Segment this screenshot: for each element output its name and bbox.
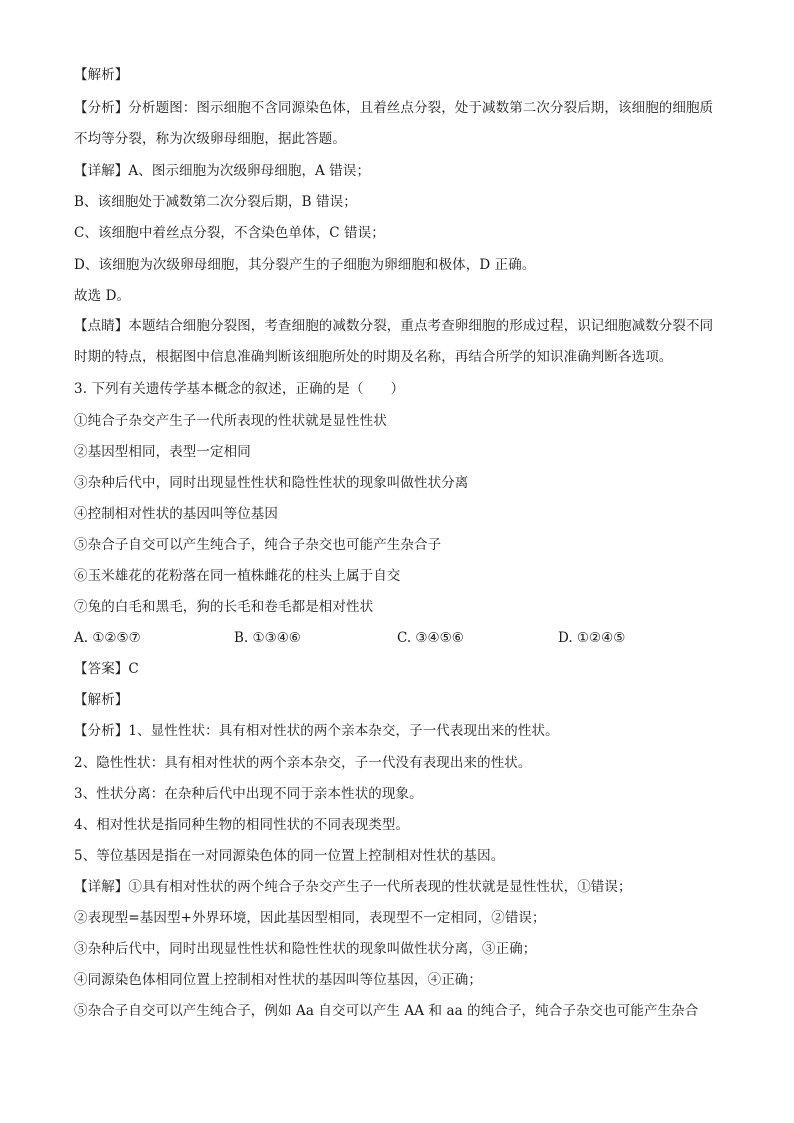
- key-point-paragraph: 【点睛】本题结合细胞分裂图，考查细胞的减数分裂，重点考查卵细胞的形成过程，识记细胞减数分裂不同时期的特点，根据图中信息准确判断该细胞所处的时期及名称，再结合所学的知识准确判断各选项。: [74, 318, 714, 365]
- analysis-point-5: 5、等位基因是指在一对同源染色体的同一位置上控制相对性状的基因。: [74, 848, 505, 864]
- analysis-paragraph: 【分析】分析题图：图示细胞不含同源染色体，且着丝点分裂，处于减数第二次分裂后期，该细胞的细胞质不均等分裂，称为次级卵母细胞，据此答题。: [74, 100, 714, 147]
- statement-1: ①纯合子杂交产生子一代所表现的性状就是显性性状: [74, 413, 387, 429]
- analysis-point-1: 【分析】1、显性性状：具有相对性状的两个亲本杂交，子一代表现出来的性状。: [74, 723, 559, 739]
- detail-line-c: C、该细胞中着丝点分裂，不含染色单体，C 错误；: [74, 225, 385, 241]
- statement-7: ⑦兔的白毛和黑毛，狗的长毛和卷毛都是相对性状: [74, 599, 374, 615]
- detail-statement-2: ②表现型=基因型+外界环境，因此基因型相同，表现型不一定相同，②错误；: [74, 910, 546, 926]
- option-d: D. ①②④⑤: [558, 630, 626, 646]
- question-stem: 3. 下列有关遗传学基本概念的叙述，正确的是（ ）: [74, 381, 405, 397]
- detail-statement-5: ⑤杂合子自交可以产生纯合子，例如 Aa 自交可以产生 AA 和 aa 的纯合子，纯合子杂交也可能产生杂合: [74, 1003, 699, 1019]
- detail-line-d: D、该细胞为次级卵母细胞，其分裂产生的子细胞为卵细胞和极体，D 正确。: [74, 257, 536, 273]
- analysis-point-2: 2、隐性性状：具有相对性状的两个亲本杂交，子一代没有表现出来的性状。: [74, 755, 532, 771]
- answer-label: 【答案】C: [74, 661, 139, 677]
- answer-conclusion: 故选 D。: [74, 288, 131, 304]
- option-a: A. ①②⑤⑦: [74, 630, 141, 646]
- statement-5: ⑤杂合子自交可以产生纯合子，纯合子杂交也可能产生杂合子: [74, 537, 442, 553]
- section-heading-analysis: 【解析】: [74, 67, 129, 83]
- analysis-point-3: 3、性状分离：在杂种后代中出现不同于亲本性状的现象。: [74, 786, 423, 802]
- analysis-point-4: 4、相对性状是指同种生物的相同性状的不同表现类型。: [74, 817, 410, 833]
- section-heading-analysis-2: 【解析】: [74, 692, 129, 708]
- statement-6: ⑥玉米雄花的花粉落在同一植株雌花的柱头上属于自交: [74, 568, 401, 584]
- detail-statement-1: 【详解】①具有相对性状的两个纯合子杂交产生子一代所表现的性状就是显性性状，①错误；: [74, 879, 632, 895]
- statement-4: ④控制相对性状的基因叫等位基因: [74, 506, 278, 522]
- detail-line-b: B、该细胞处于减数第二次分裂后期，B 错误；: [74, 194, 357, 210]
- option-c: C. ③④⑤⑥: [397, 630, 464, 646]
- statement-2: ②基因型相同，表型一定相同: [74, 444, 251, 460]
- statement-3: ③杂种后代中，同时出现显性性状和隐性性状的现象叫做性状分离: [74, 475, 469, 491]
- detail-statement-4: ④同源染色体相同位置上控制相对性状的基因叫等位基因，④正确；: [74, 972, 482, 988]
- option-b: B. ①③④⑥: [234, 630, 301, 646]
- detail-line-a: 【详解】A、图示细胞为次级卵母细胞，A 错误；: [74, 163, 371, 179]
- detail-statement-3: ③杂种后代中，同时出现显性性状和隐性性状的现象叫做性状分离，③正确；: [74, 941, 537, 957]
